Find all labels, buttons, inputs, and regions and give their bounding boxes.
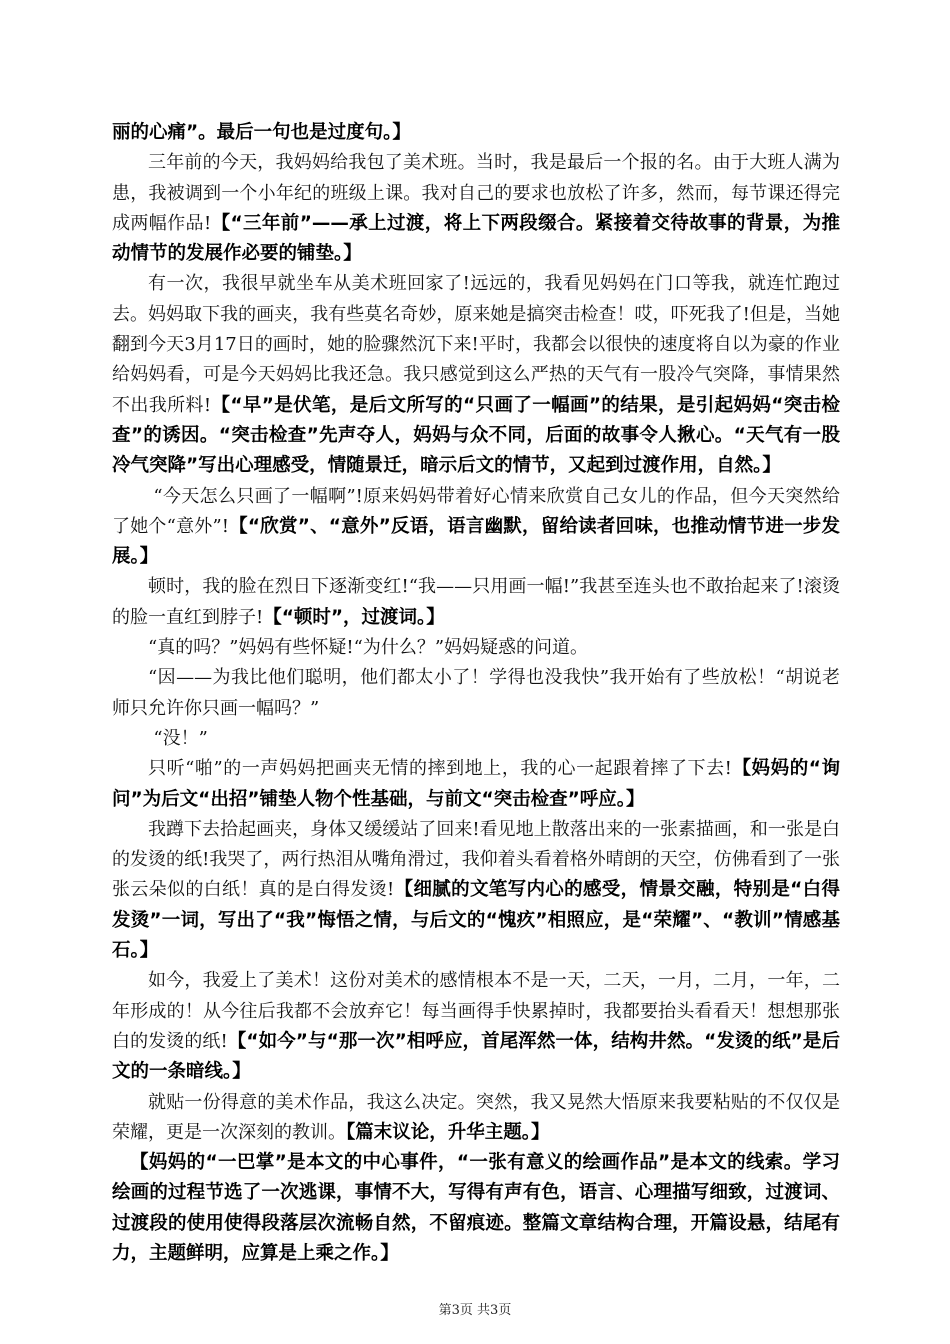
paragraph-6-text: “因——为我比他们聪明，他们都太小了！学得也没我快”我开始有了些放松！“胡说老师只允许你只画一幅吗？” xyxy=(112,667,840,719)
paragraph-3-comment: 【“欣赏”、“意外”反语，语言幽默，留给读者回味，也推动情节进一步发展。】 xyxy=(112,515,841,568)
paragraph-5-text: “真的吗？”妈妈有些怀疑!“为什么？”妈妈疑惑的问道。 xyxy=(148,637,589,659)
paragraph-6 xyxy=(112,663,840,724)
paragraph-8-comment: 【妈妈的“询问”为后文“出招”铺垫人物个性基础，与前文“突击检查”呼应。】 xyxy=(112,758,840,810)
paragraph-2-text: 有一次，我很早就坐车从美术班回家了!远远的，我看见妈妈在门口等我，就连忙跑过去。妈妈取下我的画夹，我有些莫名奇妙，原来她是搞突击检查！哎，吓死我了!但是，当她翻到今天3月17日的画时，她的脸骤然沉下来!平时，我都会以很快的速度将自以为豪的作业给妈妈看，可是今天妈妈比我还急。我只感觉到这么严热的天气有一股冷气突降，事情果然不出我所料! xyxy=(112,273,840,416)
paragraph-2 xyxy=(112,269,840,481)
essay-body xyxy=(112,118,840,1269)
paragraph-10-comment: 【“如今”与“那一次”相呼应，首尾浑然一体，结构井然。“发烫的纸”是后文的一条暗线。】 xyxy=(112,1030,840,1083)
paragraph-2-comment: 【“早”是伏笔，是后文所写的“只画了一幅画”的结果，是引起妈妈“突击检查”的诱因。“突击检查”先声夺人，妈妈与众不同，后面的故事令人揪心。“天气有一股冷气突降”写出心理感受，情随景迁，暗示后文的情节，又起到过渡作用，自然。】 xyxy=(112,394,841,477)
paragraph-8-text: 只听“啪”的一声妈妈把画夹无情的摔到地上，我的心一起跟着摔了下去! xyxy=(148,758,732,780)
page-number-label: 第3页 共3页 xyxy=(438,1303,512,1318)
paragraph-10 xyxy=(112,966,840,1087)
paragraph-11-comment: 【篇末议论，升华主题。】 xyxy=(346,1121,550,1143)
paragraph-7-text: “没！” xyxy=(153,727,208,749)
paragraph-3-text: “今天怎么只画了一幅啊”!原来妈妈带着好心情来欣赏自己女儿的作品，但今天突然给了她个“意外”! xyxy=(112,485,840,537)
paragraph-4-comment: 【“顿时”，过渡词。】 xyxy=(263,606,445,628)
paragraph-8 xyxy=(112,754,840,815)
paragraph-11-text: 就贴一份得意的美术作品，我这么决定。突然，我又晃然大悟原来我要粘贴的不仅仅是荣耀，更是一次深刻的教训。 xyxy=(112,1091,840,1143)
paragraph-1-text: 三年前的今天，我妈妈给我包了美术班。当时，我是最后一个报的名。由于大班人满为患，我被调到一个小年纪的班级上课。我对自己的要求也放松了许多，然而，每节课还得完成两幅作品! xyxy=(112,152,840,234)
paragraph-4 xyxy=(112,572,840,633)
paragraph-11 xyxy=(112,1088,840,1149)
paragraph-1-comment: 【“三年前”——承上过渡，将上下两段缀合。紧接着交待故事的背景，为推动情节的发展作必要的铺垫。】 xyxy=(112,212,840,265)
paragraph-7 xyxy=(112,724,840,754)
paragraph-4-text: 顿时，我的脸在烈日下逐渐变红!“我——只用画一幅!”我甚至连头也不敢抬起来了!滚烫的脸一直红到脖子! xyxy=(112,576,840,628)
paragraph-9 xyxy=(112,815,840,966)
paragraph-10-text: 如今，我爱上了美术！这份对美术的感情根本不是一天，二天，一月，二月，一年，二年形成的！从今往后我都不会放弃它！每当画得手快累掉时，我都要抬头看看天！想想那张白的发烫的纸! xyxy=(112,970,840,1052)
paragraph-3 xyxy=(112,482,840,573)
paragraph-12 xyxy=(112,1148,840,1269)
paragraph-5 xyxy=(112,633,840,663)
paragraph-12-comment: 【妈妈的“一巴掌”是本文的中心事件，“一张有意义的绘画作品”是本文的线索。学习绘画的过程节选了一次逃课，事情不大，写得有声有色，语言、心理描写细致，过渡词、过渡段的使用使得段落层次流畅自然，不留痕迹。整篇文章结构合理，开篇设悬，结尾有力，主题鲜明，应算是上乘之作。】 xyxy=(112,1152,840,1264)
paragraph-9-text: 我蹲下去拾起画夹，身体又缓缓站了回来!看见地上散落出来的一张素描画，和一张是白的发烫的纸!我哭了，两行热泪从嘴角滑过，我仰着头看着格外晴朗的天空，仿佛看到了一张张云朵似的白纸！真的是白得发烫! xyxy=(112,818,840,901)
paragraph-9-comment: 【细腻的文笔写内心的感受，情景交融，特别是“白得发烫”一词，写出了“我”悔悟之情，与后文的“愧疚”相照应，是“荣耀”、“教训”情感基石。】 xyxy=(112,879,840,962)
page-footer xyxy=(0,1299,950,1318)
paragraph-1 xyxy=(112,148,840,269)
paragraph-0 xyxy=(112,118,840,148)
paragraph-0-comment: 丽的心痛”。最后一句也是过度句。】 xyxy=(112,122,411,143)
